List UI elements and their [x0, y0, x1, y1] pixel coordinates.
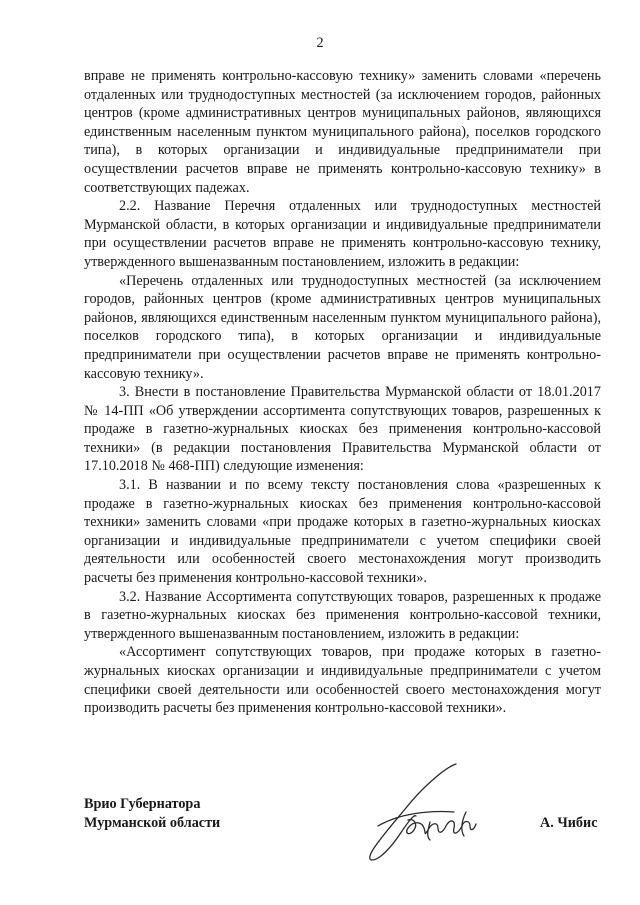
page-number: 2 [316, 35, 324, 51]
handwritten-signature [358, 756, 508, 866]
signatory-position [84, 795, 220, 833]
paragraph-continuation: вправе не применять контрольно-кассовую технику» заменить словами «перечень отдаленных или труднодоступных местностей (за исключением городов, районных центров (кроме административных центров муниципальных районов, являющихся единственным населенным пунктом муниципального района), поселков городского типа), в которых организации и индивидуальные предприниматели при осуществлении расчетов вправе не применять контрольно-кассовую технику» в соответствующих падежах. [84, 68, 601, 196]
paragraph-2-2: 2.2. Название Перечня отдаленных или труднодоступных местностей Мурманской области, в которых организации и индивидуальные предприниматели при осуществлении расчетов вправе не применять контрольно-кассовую технику, утвержденного вышеназванным постановлением, изложить в редакции: [84, 198, 601, 270]
signatory-position-line1: Врио Губернатора [84, 796, 201, 812]
signatory-name: А. Чибис [540, 815, 598, 831]
paragraph-quote-assortiment: «Ассортимент сопутствующих товаров, при продаже которых в газетно-журнальных киосках организации и индивидуальные предприниматели с учетом специфики своей деятельности или особенностей своего местонахождения могут производить расчеты без применения контрольно-кассовой техники». [84, 644, 601, 717]
paragraph-quote-perechen: «Перечень отдаленных или труднодоступных местностей (за исключением городов, районных центров (кроме административных центров муниципальных районов, являющихся единственным населенным пунктом муниципального района), поселков городского типа), в которых организации и индивидуальные предприниматели при осуществлении расчетов вправе не применять контрольно-кассовую технику». [84, 272, 601, 382]
paragraph-3-2: 3.2. Название Ассортимента сопутствующих товаров, разрешенных к продаже в газетно-журнальных киосках без применения контрольно-кассовой техники, утвержденного вышеназванным постановлением, изложить в редакции: [84, 588, 601, 642]
document-body [84, 67, 601, 718]
paragraph-3-1: 3.1. В названии и по всему тексту постановления слова «разрешенных к продаже в газетно-журнальных киосках без применения контрольно-кассовой техники» заменить словами «при продаже которых в газетно-журнальных киосках организации и индивидуальные предприниматели с учетом специфики своей деятельности или особенностей своего местонахождения могут производить расчеты без применения контрольно-кассовой техники». [84, 477, 601, 587]
paragraph-3: 3. Внести в постановление Правительства Мурманской области от 18.01.2017 № 14-ПП «Об утверждении ассортимента сопутствующих товаров, разрешенных к продаже в газетно-журнальных киосках без применения контрольно-кассовой техники» (в редакции постановления Правительства Мурманской области от 17.10.2018 № 468-ПП) следующие изменения: [84, 384, 601, 475]
signatory-position-line2: Мурманской области [84, 815, 221, 831]
